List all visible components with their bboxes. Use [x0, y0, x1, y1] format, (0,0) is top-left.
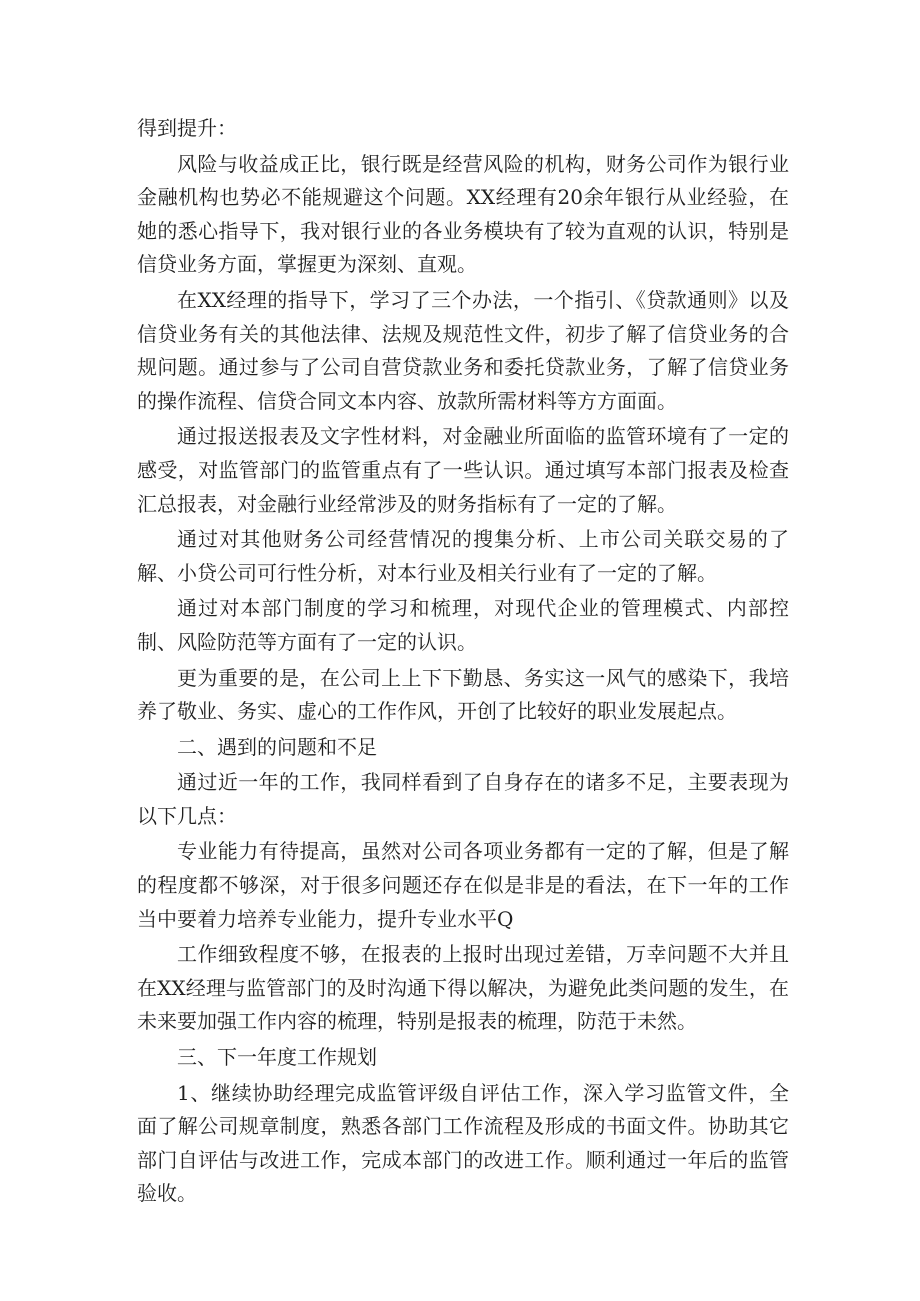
- paragraph-risk-return: 风险与收益成正比，银行既是经营风险的机构，财务公司作为银行业金融机构也势必不能规避这个问题。XX经理有20余年银行从业经验，在她的悉心指导下，我对银行业的各业务模块有了较为直观的认识，特别是信贷业务方面，掌握更为深刻、直观。: [137, 151, 789, 277]
- paragraph-reporting: 通过报送报表及文字性材料，对金融业所面临的监管环境有了一定的感受，对监管部门的监管重点有了一些认识。通过填写本部门报表及检查汇总报表，对金融行业经常涉及的财务指标有了一定的了解。: [137, 424, 789, 516]
- paragraph-work-detail: 工作细致程度不够，在报表的上报时出现过差错，万幸问题不大并且在XX经理与监管部门的及时沟通下得以解决，为避免此类问题的发生，在未来要加强工作内容的梳理，特别是报表的梳理，防范于未然。: [137, 942, 789, 1034]
- paragraph-work-style: 更为重要的是，在公司上上下下勤恳、务实这一风气的感染下，我培养了敬业、务实、虚心的工作作风，开创了比较好的职业发展起点。: [137, 665, 789, 724]
- section-heading-problems: 二、遇到的问题和不足: [177, 734, 377, 759]
- paragraph-shortcomings-intro: 通过近一年的工作，我同样看到了自身存在的诸多不足，主要表现为以下几点：: [137, 770, 789, 828]
- section-heading-plan: 三、下一年度工作规划: [177, 1045, 377, 1070]
- paragraph-continuation: 得到提升：: [137, 116, 237, 140]
- paragraph-plan-item-1: 1、继续协助经理完成监管评级自评估工作，深入学习监管文件，全面了解公司规章制度，熟悉各部门工作流程及形成的书面文件。协助其它部门自评估与改进工作，完成本部门的改进工作。顺利通过一年后的监管验收。: [137, 1080, 789, 1206]
- paragraph-credit-guidance: 在XX经理的指导下，学习了三个办法，一个指引、《贷款通则》以及信贷业务有关的其他法律、法规及规范性文件，初步了解了信贷业务的合规问题。通过参与了公司自营贷款业务和委托贷款业务，了解了信贷业务的操作流程、信贷合同文本内容、放款所需材料等方方面面。: [137, 287, 789, 413]
- paragraph-department-system: 通过对本部门制度的学习和梳理，对现代企业的管理模式、内部控制、风险防范等方面有了一定的认识。: [137, 596, 789, 654]
- paragraph-professional-ability: 专业能力有待提高，虽然对公司各项业务都有一定的了解，但是了解的程度都不够深，对于很多问题还存在似是非是的看法，在下一年的工作当中要着力培养专业能力，提升专业水平Q: [137, 839, 789, 931]
- paragraph-industry-analysis: 通过对其他财务公司经营情况的搜集分析、上市公司关联交易的了解、小贷公司可行性分析，对本行业及相关行业有了一定的了解。: [137, 527, 789, 585]
- document-body: [137, 112, 789, 1213]
